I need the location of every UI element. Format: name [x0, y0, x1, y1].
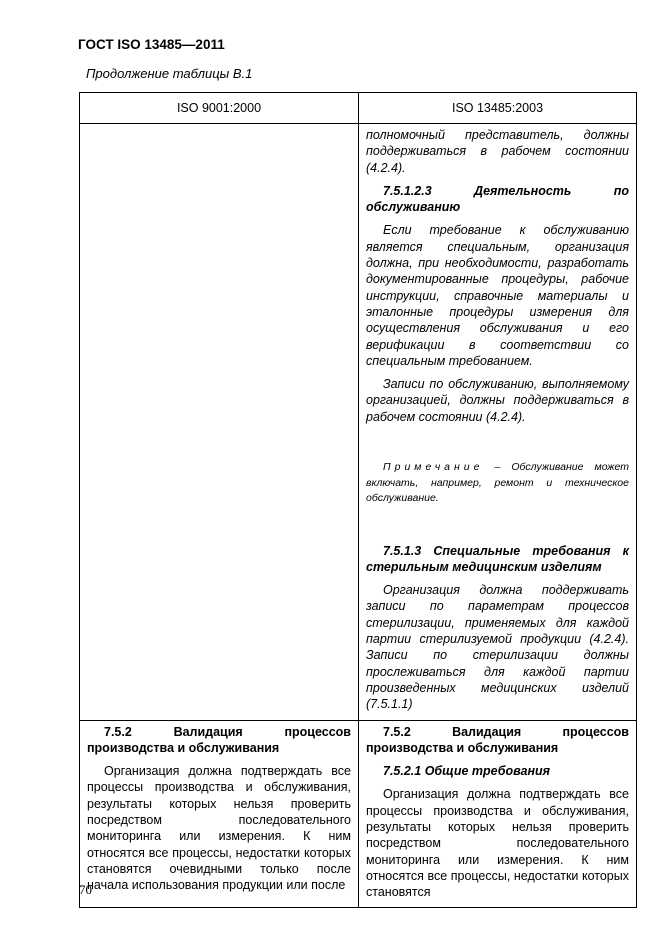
section-heading: 7.5.2.1 Общие требования — [383, 764, 551, 779]
section-heading: 7.5.2 Валидация процессов производства и обслуживания — [87, 724, 351, 755]
empty-cell — [80, 124, 359, 721]
column-header-iso13485: ISO 13485:2003 — [359, 93, 637, 124]
cell-paragraph: полномочный представитель, должны поддерживаться в рабочем состоянии (4.2.4). — [366, 128, 629, 175]
table-header-row — [80, 93, 637, 124]
cell-paragraph: Организация должна подтверждать все процессы производства и обслуживания, результаты которых нельзя проверить посредством последовательного мониторинга или измерения. К ним относятся все процессы, недостатки которых становятся — [366, 787, 629, 900]
table-continuation-caption: Продолжение таблицы В.1 — [86, 66, 253, 81]
section-heading: 7.5.1.2.3 Деятельность по обслуживанию — [366, 183, 629, 215]
section-heading: 7.5.2 Валидация процессов производства и обслуживания — [366, 724, 629, 755]
note-text: – Обслуживание может включать, например, ремонт и техническое обслуживание. — [366, 461, 629, 505]
note-label: Примечание — [383, 461, 484, 474]
table-row — [80, 124, 637, 721]
cell-paragraph: Организация должна поддерживать записи по параметрам процессов стерилизации, применяемых для каждой партии стерилизуемой продукции (4.2.4). Записи по стерилизации должны прослеживаться для каждой партии произведенных медицинских изделий (7.5.1.1) — [366, 583, 629, 712]
cell-paragraph: Если требование к обслуживанию является специальным, организация должна, при необходимости, разработать документированные процедуры, рабочие инструкции, справочные материалы и эталонные процедуры измерения для осуществления обслуживания и его верификации в соответствии со специальным требованием. — [366, 223, 629, 368]
note — [366, 460, 629, 507]
document-code: ГОСТ ISO 13485—2011 — [78, 37, 225, 52]
section-heading: 7.5.1.3 Специальные требования к стерильным медицинским изделиям — [366, 543, 629, 574]
table-cell — [359, 720, 637, 908]
cell-paragraph: Записи по обслуживанию, выполняемому организацией, должны поддерживаться в рабочем состоянии (4.2.4). — [366, 377, 629, 424]
table-cell — [80, 720, 359, 908]
table-cell — [359, 124, 637, 721]
cell-paragraph: Организация должна подтверждать все процессы производства и обслуживания, результаты которых нельзя проверить посредством последовательного мониторинга или измерения. К ним относятся все процессы, недостатки которых становятся очевидными только после начала использования продукции или после — [87, 764, 351, 893]
page-number: 70 — [79, 882, 92, 897]
column-header-iso9001: ISO 9001:2000 — [80, 93, 359, 124]
comparison-table — [79, 92, 637, 908]
table-row — [80, 720, 637, 908]
